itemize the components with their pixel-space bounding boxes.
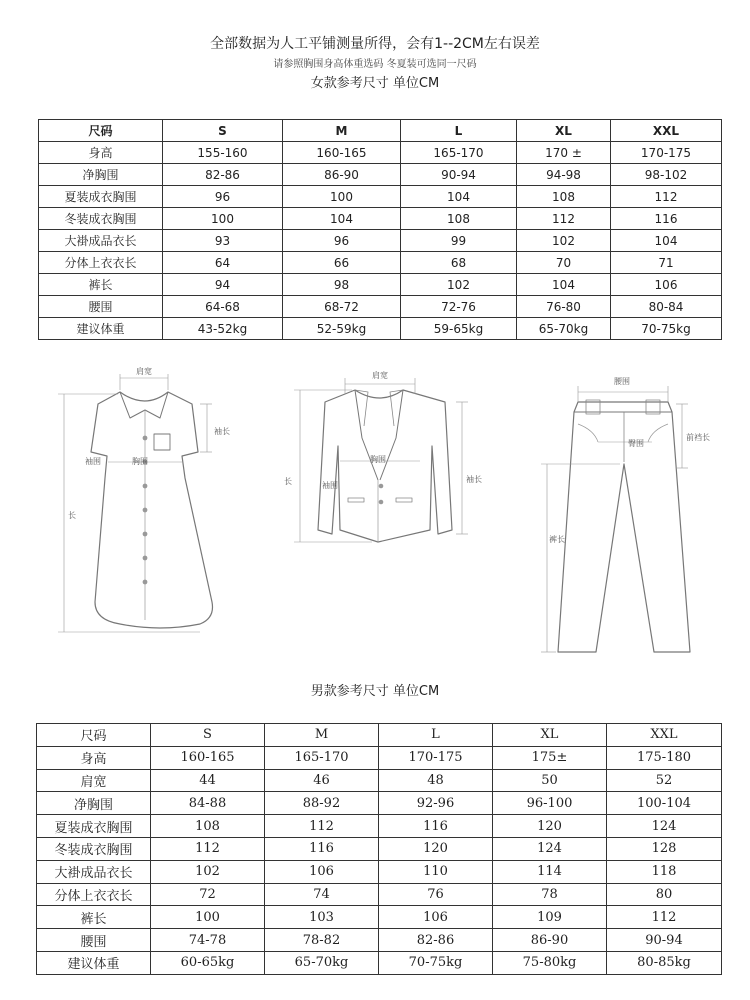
men-table-cell: 96-100 bbox=[493, 792, 607, 815]
men-table-row bbox=[37, 746, 722, 769]
men-table-row bbox=[37, 951, 722, 974]
men-table-row bbox=[37, 906, 722, 929]
men-table-cell: 88-92 bbox=[265, 792, 379, 815]
men-table-cell: 110 bbox=[379, 860, 493, 883]
men-table-cell: 160-165 bbox=[151, 746, 265, 769]
women-column-header: XXL bbox=[611, 120, 722, 142]
women-table-cell: 112 bbox=[611, 186, 722, 208]
women-table-cell: 70-75kg bbox=[611, 318, 722, 340]
jacket-length-label: 长 bbox=[284, 477, 292, 486]
men-table-cell: 103 bbox=[265, 906, 379, 929]
men-table-cell: 82-86 bbox=[379, 929, 493, 952]
women-size-table bbox=[38, 119, 722, 340]
women-table-cell: 64 bbox=[163, 252, 283, 274]
women-table-cell: 99 bbox=[401, 230, 517, 252]
men-table-row bbox=[37, 815, 722, 838]
women-column-header: XL bbox=[517, 120, 611, 142]
men-table-cell: 175-180 bbox=[607, 746, 722, 769]
jacket-chest-label: 胸围 bbox=[370, 455, 386, 464]
men-table-row bbox=[37, 792, 722, 815]
women-table-cell: 64-68 bbox=[163, 296, 283, 318]
men-table-cell: 48 bbox=[379, 769, 493, 792]
women-table-cell: 106 bbox=[611, 274, 722, 296]
women-row-label: 身高 bbox=[39, 142, 163, 164]
men-table-cell: 112 bbox=[607, 906, 722, 929]
men-row-label: 夏装成衣胸围 bbox=[37, 815, 151, 838]
men-column-header: M bbox=[265, 724, 379, 747]
header-subnote: 请参照胸围身高体重选码 冬夏装可选同一尺码 bbox=[273, 59, 477, 70]
men-table-cell: 170-175 bbox=[379, 746, 493, 769]
dress-length-label: 长 bbox=[68, 511, 76, 520]
men-table-cell: 116 bbox=[379, 815, 493, 838]
women-table-cell: 116 bbox=[611, 208, 722, 230]
men-table-cell: 124 bbox=[607, 815, 722, 838]
men-table-cell: 78-82 bbox=[265, 929, 379, 952]
women-table-cell: 108 bbox=[517, 186, 611, 208]
men-table-cell: 50 bbox=[493, 769, 607, 792]
women-table-cell: 66 bbox=[283, 252, 401, 274]
men-table-cell: 52 bbox=[607, 769, 722, 792]
men-table-cell: 106 bbox=[379, 906, 493, 929]
women-table-cell: 80-84 bbox=[611, 296, 722, 318]
men-table-cell: 78 bbox=[493, 883, 607, 906]
women-table-row bbox=[39, 186, 722, 208]
women-row-label: 冬装成衣胸围 bbox=[39, 208, 163, 230]
women-table-cell: 93 bbox=[163, 230, 283, 252]
women-table-cell: 165-170 bbox=[401, 142, 517, 164]
men-table-cell: 80-85kg bbox=[607, 951, 722, 974]
men-table-cell: 116 bbox=[265, 837, 379, 860]
men-table-cell: 70-75kg bbox=[379, 951, 493, 974]
women-table-cell: 65-70kg bbox=[517, 318, 611, 340]
women-table-cell: 68-72 bbox=[283, 296, 401, 318]
women-table-cell: 100 bbox=[163, 208, 283, 230]
women-table-row bbox=[39, 142, 722, 164]
pants-front-rise-label: 前裆长 bbox=[686, 433, 710, 442]
women-table-row bbox=[39, 318, 722, 340]
women-column-header: 尺码 bbox=[39, 120, 163, 142]
men-row-label: 冬装成衣胸围 bbox=[37, 837, 151, 860]
men-row-label: 腰围 bbox=[37, 929, 151, 952]
dress-diagram bbox=[58, 366, 230, 632]
dress-chest-label: 胸围 bbox=[132, 457, 148, 466]
women-table-cell: 112 bbox=[517, 208, 611, 230]
men-row-label: 净胸围 bbox=[37, 792, 151, 815]
men-table-row bbox=[37, 769, 722, 792]
women-table-cell: 94-98 bbox=[517, 164, 611, 186]
women-table-title: 女款参考尺寸 单位CM bbox=[310, 76, 440, 91]
men-table-cell: 65-70kg bbox=[265, 951, 379, 974]
women-table-row bbox=[39, 230, 722, 252]
men-row-label: 裤长 bbox=[37, 906, 151, 929]
men-table-cell: 128 bbox=[607, 837, 722, 860]
dress-sleeve-girth-label: 袖围 bbox=[85, 457, 101, 466]
women-table-cell: 52-59kg bbox=[283, 318, 401, 340]
pants-inseam-label: 裤长 bbox=[549, 535, 565, 544]
women-table-cell: 72-76 bbox=[401, 296, 517, 318]
women-table-cell: 98 bbox=[283, 274, 401, 296]
men-table-cell: 84-88 bbox=[151, 792, 265, 815]
men-table-cell: 46 bbox=[265, 769, 379, 792]
dress-sleeve-length-label: 袖长 bbox=[214, 427, 230, 436]
women-row-label: 裤长 bbox=[39, 274, 163, 296]
men-table-cell: 74-78 bbox=[151, 929, 265, 952]
women-table-cell: 76-80 bbox=[517, 296, 611, 318]
women-table-row bbox=[39, 164, 722, 186]
women-table-cell: 104 bbox=[401, 186, 517, 208]
women-table-cell: 82-86 bbox=[163, 164, 283, 186]
men-table-row bbox=[37, 860, 722, 883]
women-table-cell: 100 bbox=[283, 186, 401, 208]
men-column-header: L bbox=[379, 724, 493, 747]
women-table-row bbox=[39, 274, 722, 296]
men-row-label: 建议体重 bbox=[37, 951, 151, 974]
men-table-cell: 124 bbox=[493, 837, 607, 860]
women-table-cell: 96 bbox=[163, 186, 283, 208]
men-size-table bbox=[36, 723, 722, 975]
women-table-cell: 102 bbox=[401, 274, 517, 296]
women-table-cell: 68 bbox=[401, 252, 517, 274]
men-column-header: 尺码 bbox=[37, 724, 151, 747]
men-table-cell: 108 bbox=[151, 815, 265, 838]
dress-shoulder-label: 肩宽 bbox=[136, 367, 152, 376]
men-table-cell: 100 bbox=[151, 906, 265, 929]
women-table-cell: 70 bbox=[517, 252, 611, 274]
women-table-cell: 102 bbox=[517, 230, 611, 252]
women-row-label: 夏装成衣胸围 bbox=[39, 186, 163, 208]
men-table-cell: 86-90 bbox=[493, 929, 607, 952]
women-row-label: 腰围 bbox=[39, 296, 163, 318]
women-table-cell: 170-175 bbox=[611, 142, 722, 164]
men-table-row bbox=[37, 883, 722, 906]
men-column-header: XXL bbox=[607, 724, 722, 747]
women-table-row bbox=[39, 296, 722, 318]
men-row-label: 身高 bbox=[37, 746, 151, 769]
jacket-diagram bbox=[284, 370, 482, 542]
women-table-cell: 59-65kg bbox=[401, 318, 517, 340]
women-table-cell: 155-160 bbox=[163, 142, 283, 164]
women-table-cell: 160-165 bbox=[283, 142, 401, 164]
women-table-cell: 108 bbox=[401, 208, 517, 230]
jacket-sleeve-length-label: 袖长 bbox=[466, 475, 482, 484]
men-row-label: 分体上衣衣长 bbox=[37, 883, 151, 906]
men-table-cell: 120 bbox=[493, 815, 607, 838]
women-table-cell: 170 ± bbox=[517, 142, 611, 164]
garment-measure-diagrams bbox=[0, 350, 750, 670]
men-table-cell: 109 bbox=[493, 906, 607, 929]
header-note: 全部数据为人工平铺测量所得，会有1--2CM左右误差 bbox=[210, 36, 540, 52]
men-table-cell: 120 bbox=[379, 837, 493, 860]
women-table-cell: 104 bbox=[517, 274, 611, 296]
jacket-shoulder-label: 肩宽 bbox=[372, 371, 388, 380]
men-table-cell: 92-96 bbox=[379, 792, 493, 815]
men-column-header: XL bbox=[493, 724, 607, 747]
men-column-header: S bbox=[151, 724, 265, 747]
men-table-cell: 74 bbox=[265, 883, 379, 906]
pants-hip-label: 臀围 bbox=[628, 439, 644, 448]
men-table-cell: 100-104 bbox=[607, 792, 722, 815]
women-table-cell: 86-90 bbox=[283, 164, 401, 186]
men-table-title: 男款参考尺寸 单位CM bbox=[310, 684, 440, 699]
men-header-row bbox=[37, 724, 722, 747]
men-table-cell: 114 bbox=[493, 860, 607, 883]
pants-waist-label: 腰围 bbox=[614, 377, 630, 386]
men-table-cell: 112 bbox=[265, 815, 379, 838]
women-column-header: M bbox=[283, 120, 401, 142]
men-table-row bbox=[37, 929, 722, 952]
men-table-cell: 118 bbox=[607, 860, 722, 883]
women-table-cell: 94 bbox=[163, 274, 283, 296]
men-table-cell: 72 bbox=[151, 883, 265, 906]
women-table-cell: 43-52kg bbox=[163, 318, 283, 340]
women-table-cell: 104 bbox=[283, 208, 401, 230]
women-header-row bbox=[39, 120, 722, 142]
men-table-row bbox=[37, 837, 722, 860]
women-table-cell: 104 bbox=[611, 230, 722, 252]
jacket-sleeve-girth-label: 袖围 bbox=[322, 481, 338, 490]
women-table-cell: 71 bbox=[611, 252, 722, 274]
women-row-label: 大褂成品衣长 bbox=[39, 230, 163, 252]
women-column-header: L bbox=[401, 120, 517, 142]
men-table-cell: 90-94 bbox=[607, 929, 722, 952]
women-table-cell: 98-102 bbox=[611, 164, 722, 186]
men-table-cell: 106 bbox=[265, 860, 379, 883]
men-row-label: 肩宽 bbox=[37, 769, 151, 792]
men-table-cell: 44 bbox=[151, 769, 265, 792]
men-table-cell: 60-65kg bbox=[151, 951, 265, 974]
men-row-label: 大褂成品衣长 bbox=[37, 860, 151, 883]
men-table-cell: 102 bbox=[151, 860, 265, 883]
men-table-cell: 75-80kg bbox=[493, 951, 607, 974]
women-table-row bbox=[39, 208, 722, 230]
women-row-label: 净胸围 bbox=[39, 164, 163, 186]
women-column-header: S bbox=[163, 120, 283, 142]
men-table-cell: 165-170 bbox=[265, 746, 379, 769]
women-table-cell: 90-94 bbox=[401, 164, 517, 186]
men-table-cell: 175± bbox=[493, 746, 607, 769]
men-table-cell: 80 bbox=[607, 883, 722, 906]
women-row-label: 建议体重 bbox=[39, 318, 163, 340]
women-table-cell: 96 bbox=[283, 230, 401, 252]
men-table-cell: 112 bbox=[151, 837, 265, 860]
women-row-label: 分体上衣衣长 bbox=[39, 252, 163, 274]
men-table-cell: 76 bbox=[379, 883, 493, 906]
pants-diagram bbox=[541, 377, 710, 652]
women-table-row bbox=[39, 252, 722, 274]
